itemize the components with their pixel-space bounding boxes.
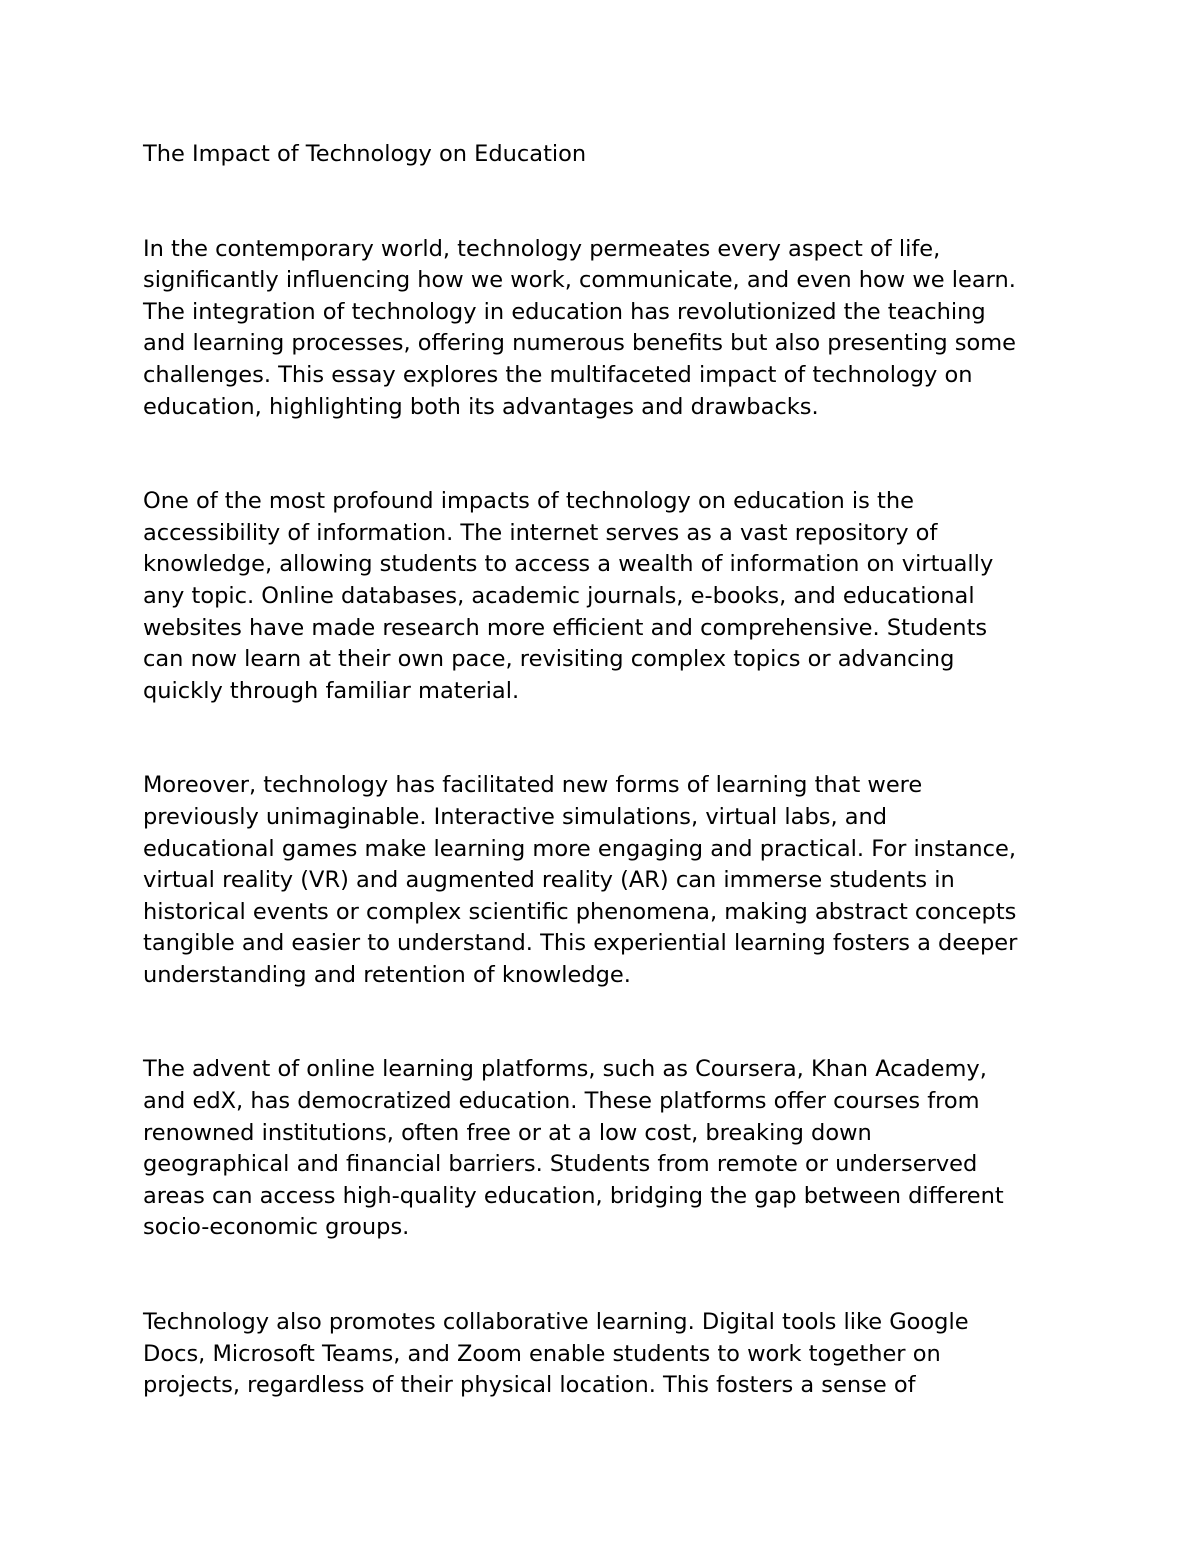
paragraph-line: socio-economic groups. [143, 1214, 410, 1241]
title-spacer [143, 171, 1083, 234]
paragraph-spacer [143, 423, 1083, 486]
paragraph-line: virtual reality (VR) and augmented reality (AR) can immerse students in [143, 867, 955, 894]
paragraph-line: can now learn at their own pace, revisiting complex topics or advancing [143, 646, 955, 673]
paragraph-line: any topic. Online databases, academic journals, e-books, and educational [143, 582, 975, 609]
document-title: The Impact of Technology on Education [143, 141, 587, 167]
paragraph-line: knowledge, allowing students to access a wealth of information on virtually [143, 551, 994, 578]
paragraph-line: Technology also promotes collaborative learning. Digital tools like Google [143, 1309, 969, 1336]
paragraph-line: previously unimaginable. Interactive simulations, virtual labs, and [143, 803, 888, 830]
paragraph-spacer [143, 991, 1083, 1054]
document-body [143, 139, 1083, 1402]
paragraph-5 [143, 1307, 1083, 1402]
paragraph-spacer [143, 1244, 1083, 1307]
paragraph-line: projects, regardless of their physical location. This fosters a sense of [143, 1372, 916, 1399]
paragraph-line: and learning processes, offering numerous benefits but also presenting some [143, 330, 1017, 357]
paragraph-line: and edX, has democratized education. These platforms offer courses from [143, 1088, 980, 1115]
paragraph-line: significantly influencing how we work, communicate, and even how we learn. [143, 267, 1016, 294]
paragraph-line: websites have made research more efficient and comprehensive. Students [143, 614, 988, 641]
paragraph-2 [143, 486, 1083, 707]
paragraph-line: The advent of online learning platforms, such as Coursera, Khan Academy, [143, 1056, 987, 1083]
paragraph-line: quickly through familiar material. [143, 677, 520, 704]
paragraph-line: understanding and retention of knowledge. [143, 961, 631, 988]
paragraph-spacer [143, 707, 1083, 770]
paragraph-3 [143, 770, 1083, 991]
paragraph-line: In the contemporary world, technology permeates every aspect of life, [143, 235, 941, 262]
paragraph-line: One of the most profound impacts of technology on education is the [143, 488, 914, 515]
paragraph-line: education, highlighting both its advantages and drawbacks. [143, 393, 819, 420]
paragraph-line: historical events or complex scientific phenomena, making abstract concepts [143, 898, 1017, 925]
paragraph-line: challenges. This essay explores the multifaceted impact of technology on [143, 361, 973, 388]
paragraph-line: accessibility of information. The internet serves as a vast repository of [143, 519, 938, 546]
paragraph-line: tangible and easier to understand. This experiential learning fosters a deeper [143, 930, 1018, 957]
paragraph-line: educational games make learning more engaging and practical. For instance, [143, 835, 1016, 862]
paragraph-line: renowned institutions, often free or at a low cost, breaking down [143, 1119, 872, 1146]
paragraph-line: areas can access high-quality education, bridging the gap between different [143, 1182, 1004, 1209]
paragraph-line: The integration of technology in education has revolutionized the teaching [143, 298, 986, 325]
paragraph-line: Moreover, technology has facilitated new forms of learning that were [143, 772, 923, 799]
paragraph-1 [143, 234, 1083, 424]
paragraphs-container [143, 234, 1083, 1402]
paragraph-line: geographical and financial barriers. Students from remote or underserved [143, 1151, 978, 1178]
paragraph-line: Docs, Microsoft Teams, and Zoom enable students to work together on [143, 1340, 941, 1367]
paragraph-4 [143, 1054, 1083, 1244]
